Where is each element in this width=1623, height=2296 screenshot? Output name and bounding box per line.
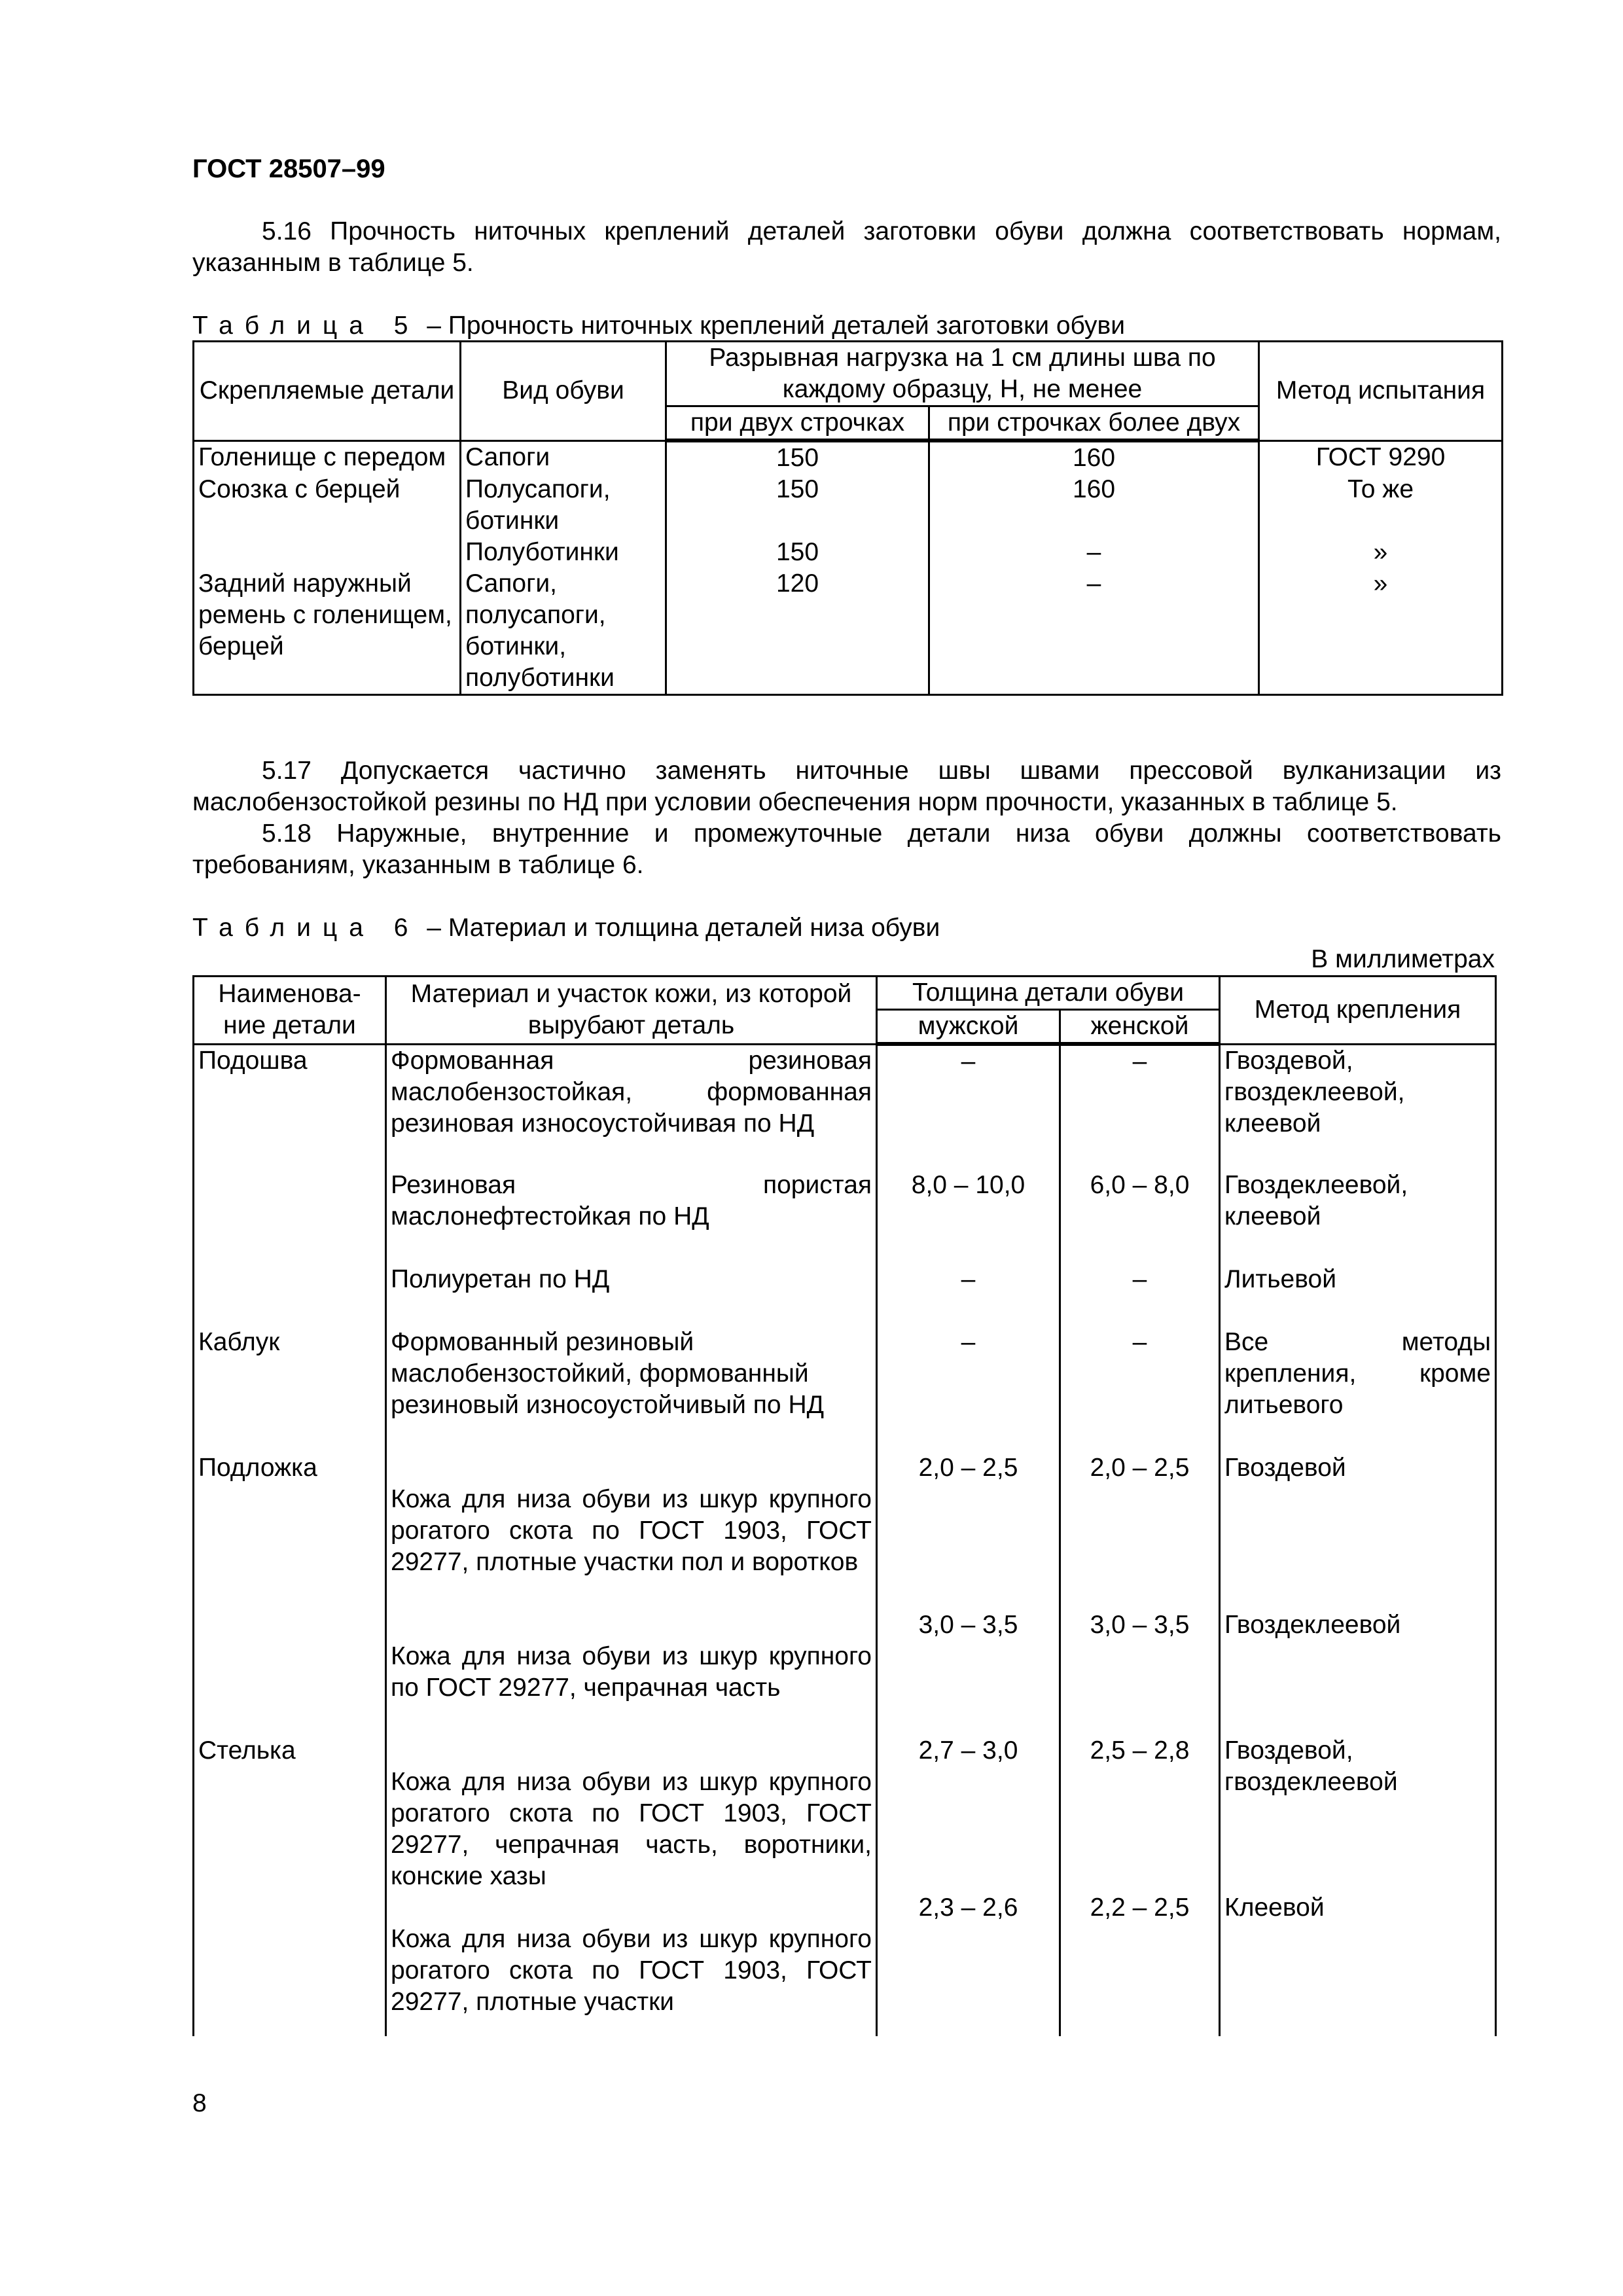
t5-cell-method: То же bbox=[1259, 474, 1503, 537]
t6-header-method: Метод крепления bbox=[1220, 977, 1496, 1045]
t6-cell-material bbox=[386, 1892, 877, 2036]
t5-cell-more: – bbox=[929, 537, 1259, 568]
t6-cell-male: – bbox=[877, 1327, 1060, 1452]
table-6-title: – Материал и толщина деталей низа обуви bbox=[427, 914, 940, 942]
t5-header-load: Разрывная нагрузка на 1 см длины шва по каждому образцу, Н, не менее bbox=[666, 342, 1259, 406]
t5-header-parts: Скрепляемые детали bbox=[194, 342, 461, 441]
t6-cell-method: Гвоздеклеевой bbox=[1220, 1609, 1496, 1735]
table-5-caption bbox=[192, 310, 1125, 342]
table-6-caption bbox=[192, 912, 940, 944]
t6-cell-name bbox=[194, 1264, 386, 1327]
paragraph-5-16: 5.16 Прочность ниточных креплений деталей заготовки обуви должна соответствовать нормам, указанным в таблице 5. bbox=[192, 217, 1501, 277]
t6-cell-name: Стелька bbox=[194, 1735, 386, 1892]
t6-header-thickness: Толщина детали обуви bbox=[877, 977, 1220, 1010]
table-row bbox=[194, 474, 1503, 537]
t6-cell-method: Гвоздевой, гвоздеклеевой bbox=[1220, 1735, 1496, 1892]
t5-header-type: Вид обуви bbox=[461, 342, 666, 441]
t6-cell-female: – bbox=[1060, 1044, 1220, 1170]
t6-cell-female: 2,5 – 2,8 bbox=[1060, 1735, 1220, 1892]
table-row bbox=[194, 1327, 1496, 1452]
t6-cell-material: Формованная резиновая маслобензостойкая, формованная резиновая износоустойчивая по НД bbox=[386, 1044, 877, 1170]
t5-cell-two: 150 bbox=[666, 474, 929, 537]
t6-header-female: женской bbox=[1060, 1010, 1220, 1045]
t6-header-material: Материал и участок кожи, из которой вырубают деталь bbox=[386, 977, 877, 1045]
t5-header-two: при двух строчках bbox=[666, 406, 929, 441]
t5-cell-type: Полусапоги, ботинки bbox=[461, 474, 666, 537]
t6-cell-material bbox=[386, 1735, 877, 1892]
table-6-label: Таблица 6 bbox=[192, 914, 420, 942]
t6-header-name: Наименова-ние детали bbox=[194, 977, 386, 1045]
table-row bbox=[194, 1044, 1496, 1170]
t5-cell-more: – bbox=[929, 568, 1259, 695]
t6-cell-female: 3,0 – 3,5 bbox=[1060, 1609, 1220, 1735]
t6-cell-material bbox=[386, 1452, 877, 1609]
table-row bbox=[194, 440, 1503, 474]
table-row bbox=[194, 1264, 1496, 1327]
t6-material-text: Кожа для низа обуви из шкур крупного рогатого скота по ГОСТ 1903, ГОСТ 29277, чепрачная часть, воротники, конские хазы bbox=[391, 1768, 872, 1890]
t6-cell-male: 3,0 – 3,5 bbox=[877, 1609, 1060, 1735]
t6-cell-method: Гвоздеклеевой, клеевой bbox=[1220, 1170, 1496, 1264]
t6-cell-material: Формованный резиновый маслобензостойкий, формованный резиновый износоустойчивый по НД bbox=[386, 1327, 877, 1452]
t6-cell-female: 6,0 – 8,0 bbox=[1060, 1170, 1220, 1264]
t5-header-more: при строчках более двух bbox=[929, 406, 1259, 441]
t6-cell-male: 2,3 – 2,6 bbox=[877, 1892, 1060, 2036]
table-row bbox=[194, 1735, 1496, 1892]
t6-cell-name: Подошва bbox=[194, 1044, 386, 1170]
t6-header-male: мужской bbox=[877, 1010, 1060, 1045]
t6-material-text: Кожа для низа обуви из шкур крупного рогатого скота по ГОСТ 1903, ГОСТ 29277, плотные участки bbox=[391, 1925, 872, 2016]
t5-cell-type: Сапоги, полусапоги, ботинки, полуботинки bbox=[461, 568, 666, 695]
t6-cell-male: 8,0 – 10,0 bbox=[877, 1170, 1060, 1264]
document-header: ГОСТ 28507–99 bbox=[192, 154, 385, 183]
table-row bbox=[194, 1892, 1496, 2036]
t5-cell-method: ГОСТ 9290 bbox=[1259, 440, 1503, 474]
t6-cell-female: 2,0 – 2,5 bbox=[1060, 1452, 1220, 1609]
t5-cell-parts bbox=[194, 537, 461, 568]
t6-cell-male: 2,7 – 3,0 bbox=[877, 1735, 1060, 1892]
t6-cell-name bbox=[194, 1170, 386, 1264]
t6-cell-name bbox=[194, 1609, 386, 1735]
t6-cell-male: 2,0 – 2,5 bbox=[877, 1452, 1060, 1609]
table-row bbox=[194, 537, 1503, 568]
table-5-label: Таблица 5 bbox=[192, 312, 420, 340]
t6-cell-name bbox=[194, 1892, 386, 2036]
t5-cell-two: 150 bbox=[666, 440, 929, 474]
paragraph-5-18: 5.18 Наружные, внутренние и промежуточные детали низа обуви должны соответствовать требованиям, указанным в таблице 6. bbox=[192, 819, 1501, 879]
t6-cell-method: Гвоздевой bbox=[1220, 1452, 1496, 1609]
table-6 bbox=[192, 975, 1497, 2036]
t6-cell-male: – bbox=[877, 1044, 1060, 1170]
table-row bbox=[194, 1452, 1496, 1609]
t5-cell-parts: Союзка с берцей bbox=[194, 474, 461, 537]
t5-cell-method: » bbox=[1259, 537, 1503, 568]
t5-cell-parts: Голенище с передом bbox=[194, 440, 461, 474]
t5-cell-parts: Задний наружный ремень с голенищем, берцей bbox=[194, 568, 461, 695]
t5-cell-more: 160 bbox=[929, 474, 1259, 537]
table-row bbox=[194, 1609, 1496, 1735]
table-row bbox=[194, 1170, 1496, 1264]
t6-cell-female: – bbox=[1060, 1264, 1220, 1327]
units-note: В миллиметрах bbox=[1311, 945, 1495, 973]
t5-cell-method: » bbox=[1259, 568, 1503, 695]
paragraph-5-17: 5.17 Допускается частично заменять ниточные швы швами прессовой вулканизации из маслобензостойкой резины по НД при условии обеспечения норм прочности, указанных в таблице 5. bbox=[192, 757, 1501, 816]
t6-cell-female: 2,2 – 2,5 bbox=[1060, 1892, 1220, 2036]
t5-cell-two: 150 bbox=[666, 537, 929, 568]
table-5 bbox=[192, 340, 1503, 696]
t5-cell-type: Полуботинки bbox=[461, 537, 666, 568]
t6-cell-material bbox=[386, 1609, 877, 1735]
t5-cell-two: 120 bbox=[666, 568, 929, 695]
t6-cell-female: – bbox=[1060, 1327, 1220, 1452]
t5-header-method: Метод испытания bbox=[1259, 342, 1503, 441]
t6-cell-name: Подложка bbox=[194, 1452, 386, 1609]
page-number: 8 bbox=[192, 2089, 207, 2117]
t6-cell-method: Все методы крепления, кроме литьевого bbox=[1220, 1327, 1496, 1452]
t6-cell-name: Каблук bbox=[194, 1327, 386, 1452]
t5-cell-more: 160 bbox=[929, 440, 1259, 474]
t6-material-text: Кожа для низа обуви из шкур крупного по ГОСТ 29277, чепрачная часть bbox=[391, 1642, 872, 1702]
t6-cell-male: – bbox=[877, 1264, 1060, 1327]
t6-cell-material: Полиуретан по НД bbox=[386, 1264, 877, 1327]
table-row bbox=[194, 568, 1503, 695]
table-5-title: – Прочность ниточных креплений деталей заготовки обуви bbox=[427, 312, 1125, 340]
t6-cell-method: Клеевой bbox=[1220, 1892, 1496, 2036]
t6-material-text: Кожа для низа обуви из шкур крупного рогатого скота по ГОСТ 1903, ГОСТ 29277, плотные участки пол и воротков bbox=[391, 1485, 872, 1576]
t5-cell-type: Сапоги bbox=[461, 440, 666, 474]
t6-cell-method: Литьевой bbox=[1220, 1264, 1496, 1327]
t6-cell-method: Гвоздевой, гвоздеклеевой, клеевой bbox=[1220, 1044, 1496, 1170]
t6-cell-material: Резиновая пористая маслонефтестойкая по НД bbox=[386, 1170, 877, 1264]
